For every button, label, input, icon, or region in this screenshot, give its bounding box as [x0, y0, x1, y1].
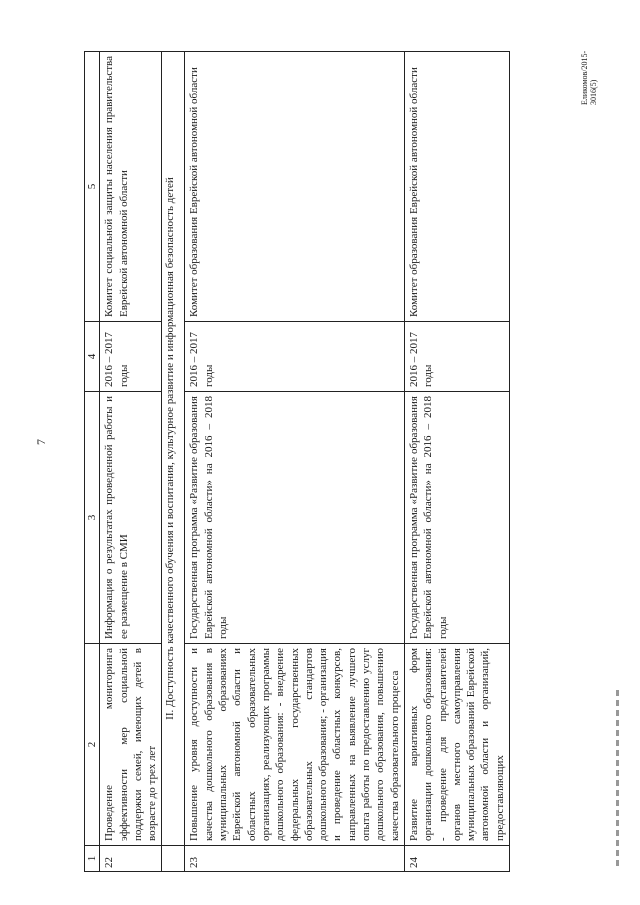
header-col-3: 3 [85, 392, 100, 644]
document-code: Еликомов/2015-3016(5) [580, 50, 598, 105]
executor-cell: Комитет социальной защиты населения правительства Еврейской автономной области [100, 52, 162, 322]
result-cell: Информация о результатах проведенной работы и ее размещение в СМИ [100, 392, 162, 644]
measure-cell: Проведение мониторинга эффективности мер социальной поддержки семей, имеющих детей в возрасте до трех лет [100, 644, 162, 846]
period-cell: 2016 – 2017 годы [404, 322, 509, 392]
header-col-1: 1 [85, 846, 100, 872]
measures-table-container [84, 52, 606, 872]
period-cell: 2016 – 2017 годы [100, 322, 162, 392]
header-row [85, 52, 100, 872]
section-row [162, 52, 185, 872]
row-number: 24 [404, 846, 509, 872]
result-cell: Государственная программа «Развитие образования Еврейской автономной области» на 2016 – 2018 годы [404, 392, 509, 644]
page-number: 7 [34, 439, 48, 445]
executor-cell: Комитет образования Еврейской автономной области [404, 52, 509, 322]
result-cell: Государственная программа «Развитие образования Еврейской автономной области» на 2016 – 2018 годы [185, 392, 404, 644]
measure-cell: Развитие вариативных форм организации дошкольного образования: - проведение для представителей органов местного самоуправления муниципальных образований Еврейской автономной области и организаций, предоставляющих [404, 644, 509, 846]
header-col-4: 4 [85, 322, 100, 392]
section-title: II. Доступность качественного обучения и воспитания, культурное развитие и информационная безопасность детей [162, 52, 185, 846]
row-number: 23 [185, 846, 404, 872]
executor-cell: Комитет образования Еврейской автономной области [185, 52, 404, 322]
table-row [100, 52, 162, 872]
scan-margin-line [616, 690, 619, 870]
table-row [185, 52, 404, 872]
period-cell: 2016 – 2017 годы [185, 322, 404, 392]
row-number: 22 [100, 846, 162, 872]
table-row [404, 52, 509, 872]
measure-cell: Повышение уровня доступности и качества дошкольного образования в муниципальных образованиях Еврейской автономной области и областных образовательных организациях, реализующих программы дошкольного образования: - внедрение федеральных государственных образовательных стандартов дошкольного образования; - организация и проведение областных конкурсов, направленных на выявление лучшего опыта работы по предоставлению услуг дошкольного образования, повышению качества образовательного процесса [185, 644, 404, 846]
header-col-2: 2 [85, 644, 100, 846]
header-col-5: 5 [85, 52, 100, 322]
measures-table [84, 51, 510, 872]
